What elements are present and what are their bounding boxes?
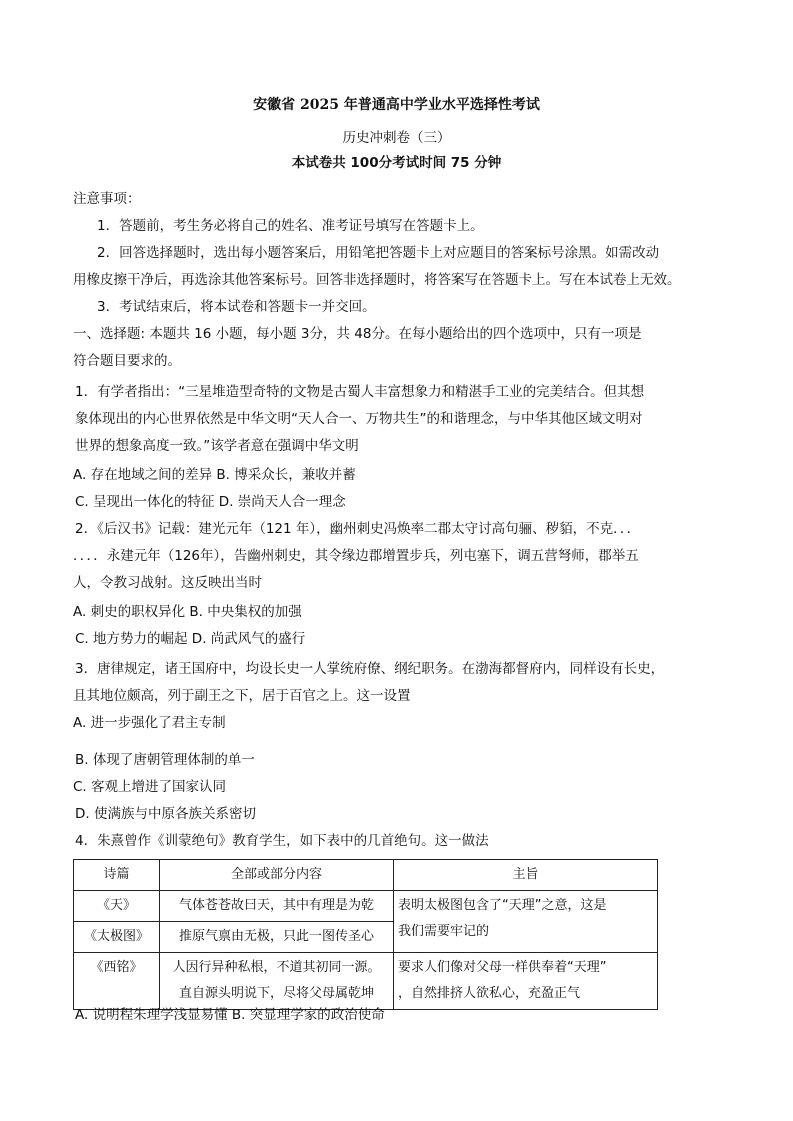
poem-title: 《西铭》 [74, 953, 160, 1010]
poem-theme-line: 要求人们像对父母一样供奉着“天理” [398, 960, 607, 975]
q2-options-cd: C. 地方势力的崛起 D. 尚武风气的盛行 [75, 631, 306, 647]
poem-theme-line: ，自然排挤人欲私心，充盈正气 [398, 986, 581, 1001]
table-row [74, 953, 658, 1010]
poem-content-line: 直自源头明说下，尽将父母属乾坤 [178, 986, 374, 1001]
notes-heading: 注意事项： [73, 191, 141, 207]
poem-content [160, 953, 394, 1010]
exam-subtitle: 历史冲刺卷（三） [342, 130, 451, 146]
q2-line-2: ．．．．永建元年（126年），告幽州刺史，其令缘边郡增置步兵，列屯塞下，调五营弩师，郡举五 [73, 548, 639, 564]
section-heading-line-1: 一、选择题: 本题共 16 小题，每小题 3分，共 48分。在每小题给出的四个选项中，只有一项是 [73, 326, 642, 342]
poem-content: 推原气禀由无极，只此一图传圣心 [160, 922, 394, 953]
poem-content: 气体苍苍故曰天，其中有理是为乾 [160, 891, 394, 922]
note-2-line-2: 用橡皮擦干净后，再选涂其他答案标号。回答非选择题时，将答案写在答题卡上。写在本试卷上无效。 [73, 272, 681, 288]
q3-option-a: A. 进一步强化了君主专制 [73, 715, 226, 731]
poem-theme [394, 891, 658, 953]
poem-content-line: 人因行异种私根，不道其初同一源。 [172, 960, 381, 975]
q3-option-c: C. 客观上增进了国家认同 [73, 779, 227, 795]
q1-options-cd: C. 呈现出一体化的特征 D. 崇尚天人合一理念 [75, 494, 346, 510]
q4-options-ab: A. 说明程朱理学浅显易懂 B. 突显理学家的政治使命 [75, 1007, 385, 1023]
poem-theme-line: 表明太极图包含了“天理”之意，这是 [398, 898, 607, 913]
q3-option-d: D. 使满族与中原各族关系密切 [75, 806, 256, 822]
table-header-row [74, 860, 658, 891]
table-header-cell: 全部或部分内容 [160, 860, 394, 891]
table-header-cell: 诗篇 [74, 860, 160, 891]
q2-line-1: 2．《后汉书》记载：建光元年（121 年），幽州刺史冯焕率二郡太守讨高句骊、秽貊，不克．．． [75, 521, 641, 537]
section-heading-line-2: 符合题目要求的。 [73, 353, 181, 369]
table-row [74, 891, 658, 922]
poem-theme [394, 953, 658, 1010]
table-header-cell: 主旨 [394, 860, 658, 891]
q3-option-b: B. 体现了唐朝管理体制的单一 [75, 752, 255, 768]
poem-theme-line: 我们需要牢记的 [398, 924, 490, 939]
q3-line-2: 且其地位颇高，列于副王之下，居于百官之上。这一设置 [73, 688, 411, 704]
note-2-line-1: 2．回答选择题时，选出每小题答案后，用铅笔把答题卡上对应题目的答案标号涂黑。如需改动 [97, 245, 660, 261]
q4-line-1: 4．朱熹曾作《训蒙绝句》教育学生，如下表中的几首绝句。这一做法 [75, 833, 489, 849]
q2-options-ab: A. 刺史的职权异化 B. 中央集权的加强 [73, 604, 302, 620]
note-3: 3．考试结束后，将本试卷和答题卡一并交回。 [97, 299, 376, 315]
q1-line-1: 1．有学者指出：“三星堆造型奇特的文物是古蜀人丰富想象力和精湛手工业的完美结合。但其想 [75, 384, 645, 400]
poem-table [73, 859, 658, 1010]
exam-title: 安徽省 2025 年普通高中学业水平选择性考试 [253, 97, 540, 113]
q1-options-ab: A. 存在地域之间的差异 B. 博采众长，兼收并蓄 [73, 467, 356, 483]
note-1: 1．答题前，考生务必将自己的姓名、准考证号填写在答题卡上。 [97, 218, 484, 234]
exam-info: 本试卷共 100分考试时间 75 分钟 [291, 155, 502, 171]
q1-line-3: 世界的想象高度一致。”该学者意在强调中华文明 [75, 438, 359, 454]
poem-title: 《太极图》 [74, 922, 160, 953]
q2-line-3: 人，令教习战射。这反映出当时 [73, 575, 262, 591]
q3-line-1: 3．唐律规定，诸王国府中，均设长史一人掌统府僚、纲纪职务。在渤海都督府内，同样设有长史， [75, 661, 665, 677]
poem-title: 《天》 [74, 891, 160, 922]
q1-line-2: 象体现出的内心世界依然是中华文明“天人合一、万物共生”的和谐理念，与中华其他区域文明对 [75, 411, 643, 427]
